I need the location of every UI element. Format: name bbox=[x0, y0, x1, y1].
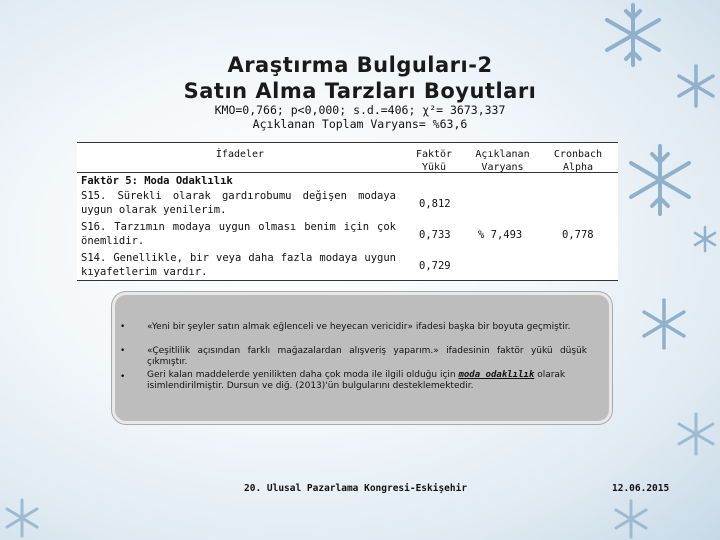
table-bottom-rule bbox=[77, 280, 618, 281]
factor-title: Faktör 5: Moda Odaklılık bbox=[81, 175, 233, 187]
table-row-1-text: S15. Sürekli olarak gardırobumu değişen modaya uygun olarak yenilerim. bbox=[81, 190, 396, 216]
header-faktor-yuku-1: Faktör bbox=[415, 149, 453, 160]
note-bullet-3-pre: Geri kalan maddelerde yenilikten daha çok moda ile ilgili olduğu için bbox=[147, 370, 459, 380]
snowflake-icon bbox=[672, 410, 720, 458]
snowflake-icon bbox=[610, 498, 652, 540]
cronbach-alpha: 0,778 bbox=[562, 229, 594, 241]
snowflake-icon bbox=[620, 140, 700, 220]
bullet-marker: • bbox=[120, 346, 126, 356]
slide-title-line-1: Araştırma Bulguları-2 bbox=[227, 53, 493, 77]
header-aciklanan-1: Açıklanan bbox=[475, 149, 530, 160]
footer-conference: 20. Ulusal Pazarlama Kongresi-Eskişehir bbox=[244, 483, 468, 494]
table-top-rule bbox=[77, 142, 618, 143]
note-bullet-1: «Yeni bir şeyler satın almak eğlenceli ve heyecan vericidir» ifadesi başka bir boyuta geçmiştir. bbox=[147, 322, 571, 332]
snowflake-icon bbox=[0, 496, 44, 540]
snowflake-icon bbox=[690, 224, 720, 254]
header-aciklanan-2: Varyans bbox=[481, 162, 524, 173]
table-row-3-text: S14. Genellikle, bir veya daha fazla modaya uygun kıyafetlerim vardır. bbox=[81, 252, 396, 278]
header-faktor-yuku-2: Yükü bbox=[421, 162, 447, 173]
explained-variance: % 7,493 bbox=[478, 229, 523, 241]
table-row-2-text: S16. Tarzımın modaya uygun olması benim için çok önemlidir. bbox=[81, 221, 396, 247]
bullet-marker: • bbox=[120, 322, 126, 332]
table-row-2-load: 0,733 bbox=[419, 229, 451, 241]
stats-line-2: Açıklanan Toplam Varyans= %63,6 bbox=[252, 117, 468, 131]
header-ifadeler: İfadeler bbox=[215, 149, 265, 160]
bullet-marker: • bbox=[120, 372, 126, 382]
snowflake-icon bbox=[636, 296, 692, 352]
table-row-1-load: 0,812 bbox=[419, 198, 451, 210]
slide-title-line-2: Satın Alma Tarzları Boyutları bbox=[183, 79, 537, 103]
header-cronbach-1: Cronbach bbox=[553, 149, 603, 160]
footer-date: 12.06.2015 bbox=[612, 483, 670, 494]
note-bullet-3-post: olarak isimlendirilmiştir. Dursun ve diğ. (2013)'ün bulgularını desteklemektedir. bbox=[147, 370, 566, 391]
note-bullet-3 bbox=[147, 370, 587, 391]
header-cronbach-2: Alpha bbox=[562, 162, 594, 173]
table-row-3-load: 0,729 bbox=[419, 260, 451, 272]
note-bullet-3-emphasis: moda odaklılık bbox=[458, 370, 535, 380]
note-bullet-2: «Çeşitlilik açısından farklı mağazalardan alışveriş yaparım.» ifadesinin faktör yükü düşük çıkmıştır. bbox=[147, 346, 587, 367]
stats-line-1: KMO=0,766; p<0,000; s.d.=406; χ²= 3673,337 bbox=[214, 103, 506, 117]
